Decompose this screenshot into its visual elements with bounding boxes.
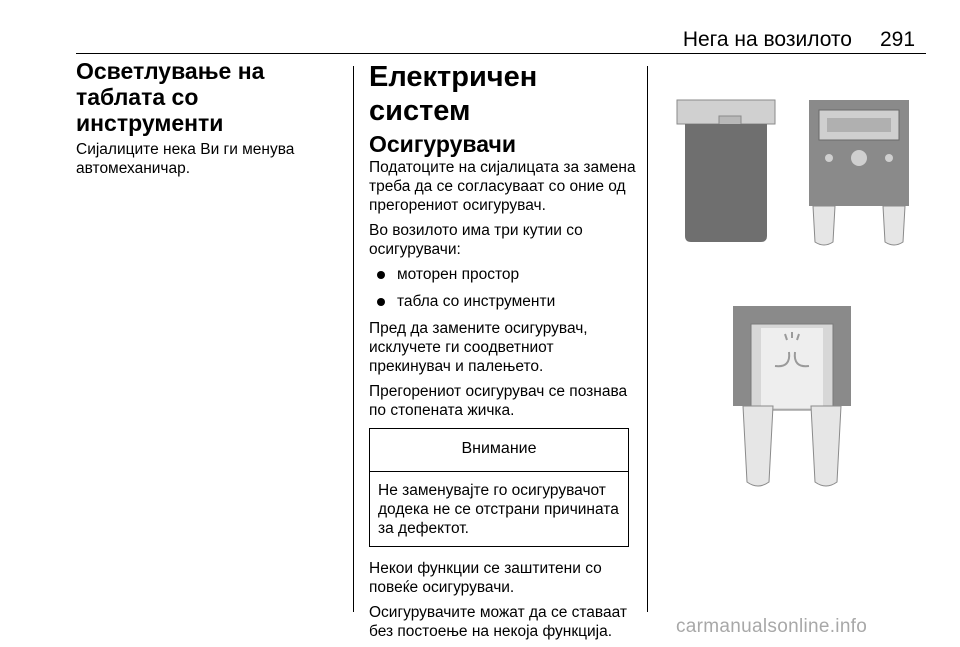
left-column	[76, 58, 346, 184]
fuse-illustration-svg	[663, 66, 926, 500]
list-item: моторен простор	[369, 265, 637, 284]
fuse-mini-front-icon	[809, 100, 909, 245]
list-item: табла со инструменти	[369, 292, 637, 311]
warning-box	[369, 428, 629, 547]
fuse-maxi-blown-icon	[733, 306, 851, 486]
column-divider-2	[647, 66, 648, 612]
column-divider	[353, 66, 354, 612]
left-text: Сијалиците нека Ви ги менува автомеханичар.	[76, 141, 295, 177]
main-column	[369, 60, 637, 647]
header-rule	[76, 53, 926, 54]
paragraph-5: Некои функции се заштитени со повеќе осигурувачи.	[369, 560, 602, 596]
bullet-icon	[377, 271, 385, 279]
bullet-icon	[377, 298, 385, 306]
watermark[interactable]: carmanualsonline.info	[676, 616, 868, 637]
warning-title: Внимание	[370, 429, 628, 472]
paragraph-3: Пред да замените осигурувач, исклучете ги соодветниот прекинувач и палењето.	[369, 320, 588, 375]
page-number: 291	[880, 28, 916, 51]
paragraph-1: Податоците на сијалицата за замена треба да се согласуваат со оние од прегорениот осигурувач.	[369, 159, 636, 214]
section-title: Осигурувачи	[369, 131, 516, 157]
fusebox-list	[369, 265, 637, 311]
fuse-illustration	[663, 66, 926, 500]
paragraph-4: Прегорениот осигурувач се познава по стопената жичка.	[369, 383, 628, 419]
header-section-title: Нега на возилото	[682, 28, 852, 51]
chapter-title: Електричен систем	[369, 61, 538, 127]
warning-text: Не заменувајте го осигурувачот додека не се отстрани причината за дефектот.	[378, 482, 619, 537]
left-heading: Осветлување на таблата со инструменти	[76, 58, 265, 136]
fuse-mini-side-icon	[677, 100, 775, 242]
paragraph-2: Во возилото има три кутии со осигурувачи:	[369, 222, 583, 258]
paragraph-6: Осигурувачите можат да се ставаат без постоење на некоја функција.	[369, 604, 627, 640]
